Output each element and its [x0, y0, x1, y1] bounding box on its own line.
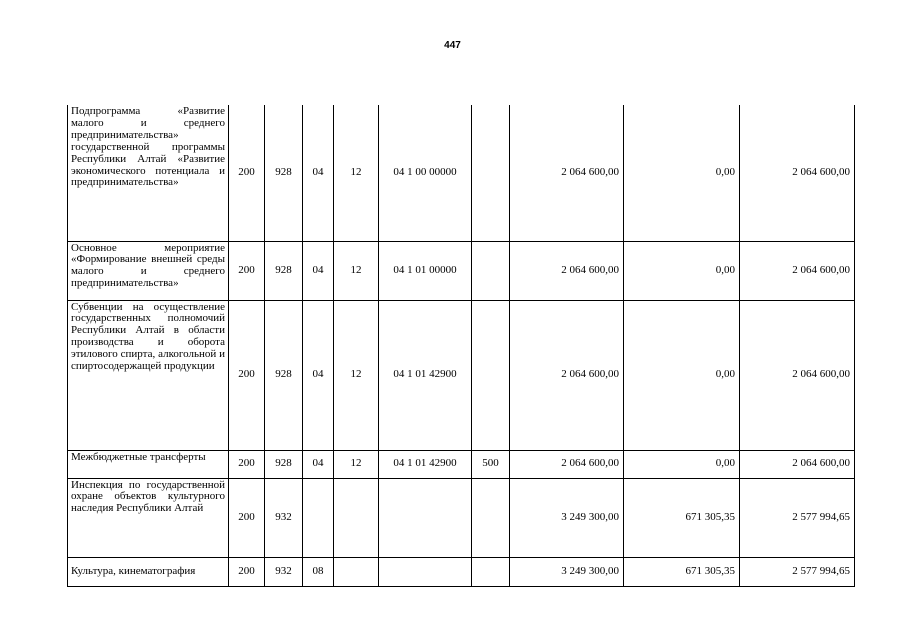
cell-subsection: 12: [334, 300, 379, 450]
row-name: Субвенции на осуществление государственных полномочий Республики Алтай в области производства и оборота этилового спирта, алкогольной и спиртосодержащей продукции: [68, 300, 229, 450]
budget-table: [67, 105, 855, 587]
cell-expense-type: [472, 241, 510, 300]
cell-code: 200: [229, 300, 265, 450]
cell-amount-approved: 3 249 300,00: [510, 478, 624, 557]
cell-amount-approved: 2 064 600,00: [510, 450, 624, 478]
cell-amount-executed: 0,00: [624, 450, 740, 478]
cell-amount-remaining: 2 064 600,00: [740, 300, 855, 450]
table-row: [68, 300, 855, 450]
cell-code: 200: [229, 557, 265, 586]
cell-expense-type: [472, 300, 510, 450]
page-number: 447: [444, 40, 461, 51]
cell-section: 04: [303, 105, 334, 241]
cell-target-article: 04 1 01 42900: [379, 300, 472, 450]
cell-amount-executed: 0,00: [624, 300, 740, 450]
cell-expense-type: 500: [472, 450, 510, 478]
cell-subsection: 12: [334, 241, 379, 300]
table-row: [68, 450, 855, 478]
cell-amount-executed: 0,00: [624, 105, 740, 241]
cell-code: 200: [229, 105, 265, 241]
cell-target-article: 04 1 00 00000: [379, 105, 472, 241]
row-name: Культура, кинематография: [68, 557, 229, 586]
row-name: Межбюджетные трансферты: [68, 450, 229, 478]
cell-subsection: 12: [334, 105, 379, 241]
cell-ministry: 928: [265, 105, 303, 241]
row-name: Основное мероприятие «Формирование внешней среды малого и среднего предпринимательства»: [68, 241, 229, 300]
cell-code: 200: [229, 241, 265, 300]
table-row: [68, 105, 855, 241]
cell-ministry: 928: [265, 300, 303, 450]
cell-section: 08: [303, 557, 334, 586]
cell-amount-remaining: 2 577 994,65: [740, 557, 855, 586]
cell-subsection: [334, 557, 379, 586]
cell-section: 04: [303, 241, 334, 300]
cell-subsection: 12: [334, 450, 379, 478]
cell-expense-type: [472, 478, 510, 557]
row-name: Инспекция по государственной охране объектов культурного наследия Республики Алтай: [68, 478, 229, 557]
cell-ministry: 932: [265, 557, 303, 586]
cell-expense-type: [472, 557, 510, 586]
cell-amount-remaining: 2 064 600,00: [740, 105, 855, 241]
cell-amount-executed: 671 305,35: [624, 557, 740, 586]
table-row: [68, 241, 855, 300]
cell-amount-approved: 2 064 600,00: [510, 300, 624, 450]
cell-amount-remaining: 2 064 600,00: [740, 450, 855, 478]
cell-ministry: 928: [265, 241, 303, 300]
table-row: [68, 478, 855, 557]
cell-amount-remaining: 2 064 600,00: [740, 241, 855, 300]
cell-ministry: 928: [265, 450, 303, 478]
cell-section: [303, 478, 334, 557]
cell-amount-approved: 3 249 300,00: [510, 557, 624, 586]
cell-amount-executed: 671 305,35: [624, 478, 740, 557]
table-row: [68, 557, 855, 586]
cell-target-article: 04 1 01 42900: [379, 450, 472, 478]
cell-section: 04: [303, 450, 334, 478]
cell-section: 04: [303, 300, 334, 450]
cell-amount-approved: 2 064 600,00: [510, 105, 624, 241]
cell-amount-executed: 0,00: [624, 241, 740, 300]
cell-amount-remaining: 2 577 994,65: [740, 478, 855, 557]
cell-ministry: 932: [265, 478, 303, 557]
cell-target-article: [379, 478, 472, 557]
cell-subsection: [334, 478, 379, 557]
row-name: Подпрограмма «Развитие малого и среднего предпринимательства» государственной программы Республики Алтай «Развитие экономического потенциала и предпринимательства»: [68, 105, 229, 241]
cell-expense-type: [472, 105, 510, 241]
cell-amount-approved: 2 064 600,00: [510, 241, 624, 300]
cell-target-article: [379, 557, 472, 586]
cell-code: 200: [229, 450, 265, 478]
cell-code: 200: [229, 478, 265, 557]
cell-target-article: 04 1 01 00000: [379, 241, 472, 300]
